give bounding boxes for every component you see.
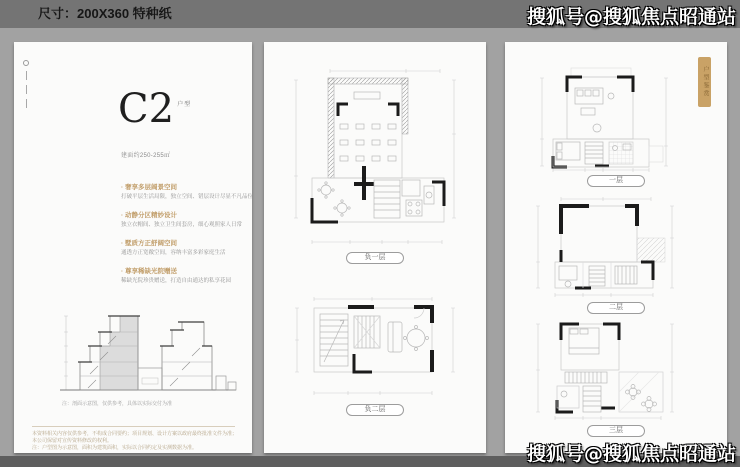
disclaimer-line-1: 本资料相关内容仅供参考，不构成合同要约；项目规划、设计方案以政府最终批准文件为准；本公司保留对宣传资料修改的权利。 bbox=[32, 431, 238, 444]
unit-name: C2 $^{户型}$ bbox=[118, 86, 192, 132]
brochure-page-left bbox=[14, 42, 252, 453]
feature-title: · 尊享稀缺光院赠送 bbox=[121, 266, 251, 275]
brochure-page-middle bbox=[264, 42, 486, 453]
feature-title: · 奢享多层阔景空间 bbox=[121, 182, 251, 191]
feature-item bbox=[121, 238, 251, 257]
floor-plan-basement-2 bbox=[292, 294, 458, 398]
paper-size-label: 尺寸：200X360 特种纸 bbox=[38, 6, 172, 21]
floor-plan-level-3 bbox=[533, 314, 677, 422]
floor-label-level-3: 三层 bbox=[587, 425, 645, 437]
feature-body: 独立衣帽间、独立卫生间套房，细心观照家人日常 bbox=[121, 222, 243, 228]
floor-label-level-1: 一层 bbox=[587, 175, 645, 187]
unit-suffix: 户型 bbox=[177, 102, 192, 108]
floor-label-level-2: 二层 bbox=[587, 302, 645, 314]
section-caption: 注：剖面示意图，仅供参考，具体以实际交付为准 bbox=[62, 401, 173, 407]
floor-plan-level-1 bbox=[537, 62, 671, 174]
footer-divider bbox=[32, 426, 235, 427]
feature-body: 通透方正宽敞空间，容纳丰富多彩家庭生活 bbox=[121, 250, 226, 256]
floor-plan-level-2 bbox=[533, 194, 677, 300]
brochure-page-right bbox=[505, 42, 727, 453]
feature-title: · 动静分区精妙设计 bbox=[121, 210, 251, 219]
floor-plan-basement-1 bbox=[290, 66, 460, 248]
feature-item bbox=[121, 266, 251, 285]
unit-area-text: 建面约250-255㎡ bbox=[121, 153, 171, 159]
feature-item bbox=[121, 182, 254, 201]
floor-label-basement-1: 负一层 bbox=[346, 252, 404, 264]
watermark-top-right: 搜狐号@搜狐焦点昭通站 bbox=[526, 6, 736, 28]
disclaimer-line-2: 注：户型图为示意图，面积为建筑面积，实际以合同约定及实测数据为准。 bbox=[32, 445, 198, 451]
vertical-brand-mark bbox=[23, 60, 29, 108]
watermark-bottom-right: 搜狐号@搜狐焦点昭通站 bbox=[526, 443, 736, 465]
feature-body: 打破平层生活局限，独立空间、错层设计尽显不凡品位 bbox=[121, 194, 254, 200]
feature-title: · 墅质方正舒阔空间 bbox=[121, 238, 251, 247]
building-section-diagram bbox=[58, 300, 238, 398]
feature-list bbox=[121, 182, 254, 294]
feature-item bbox=[121, 210, 251, 229]
floor-label-basement-2: 负二层 bbox=[346, 404, 404, 416]
feature-body: 稀缺光院珍贵赠送，打造自由通达的私享花园 bbox=[121, 278, 232, 284]
corner-badge: 户型鉴赏 bbox=[698, 57, 711, 107]
